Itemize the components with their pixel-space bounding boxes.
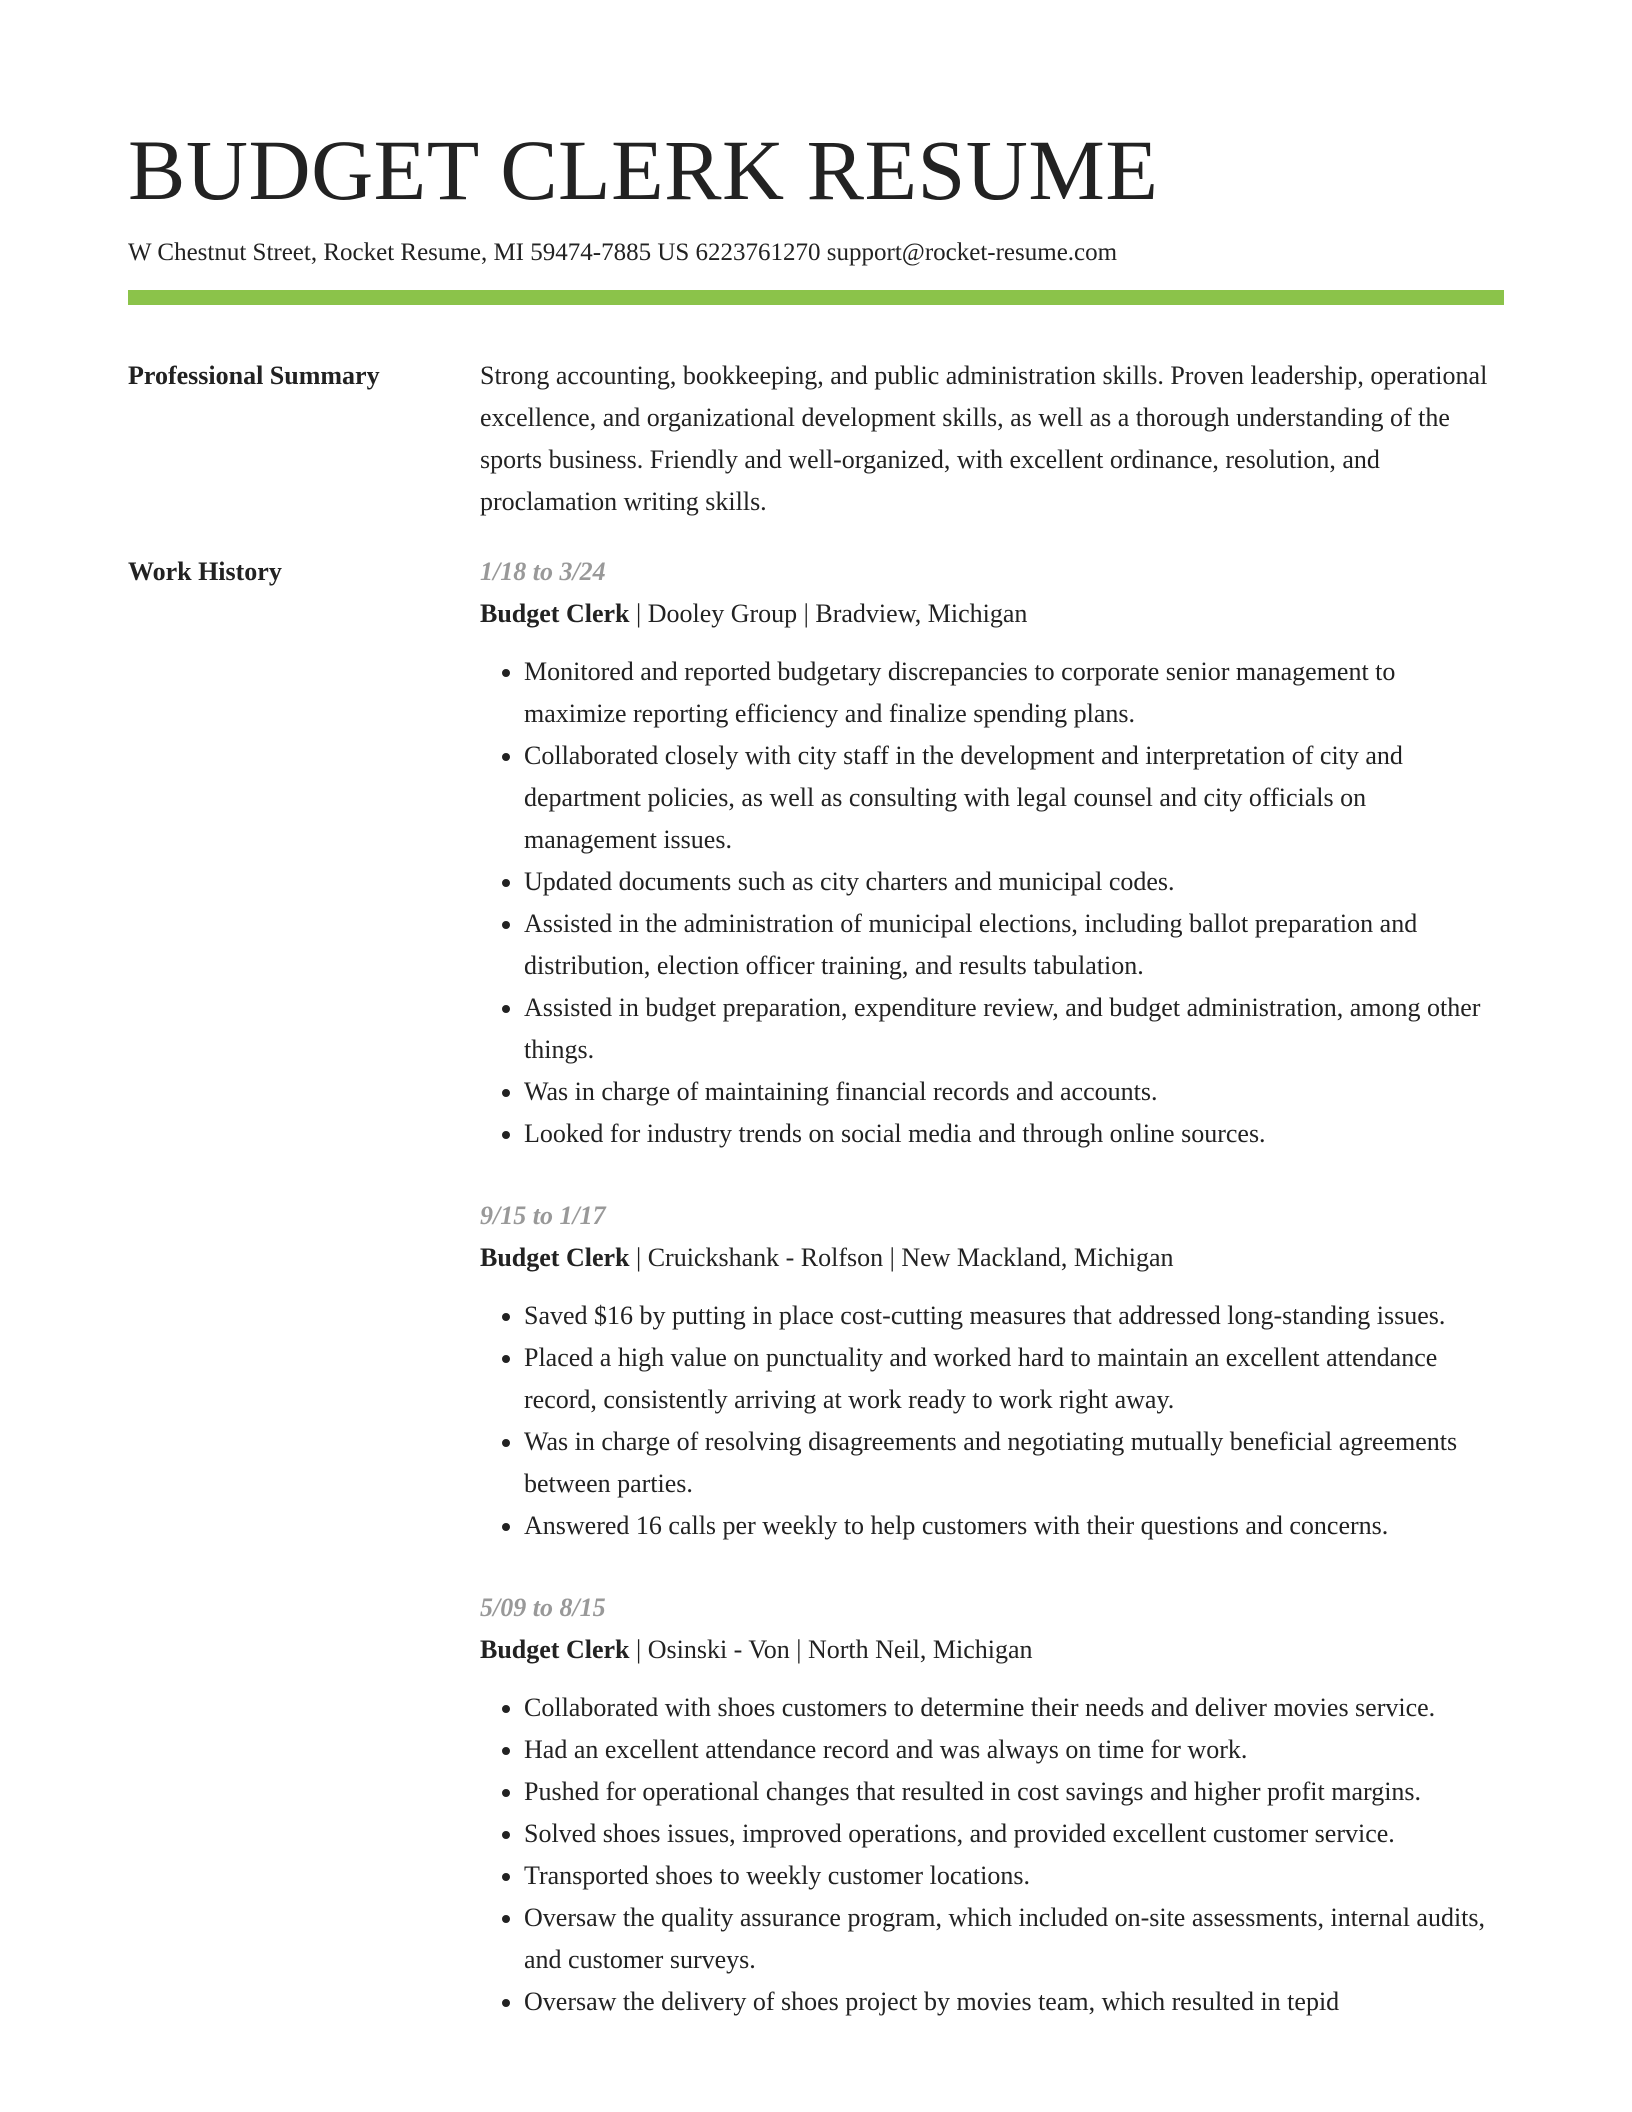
job-entry (480, 1587, 1504, 2023)
job-bullet: • Assisted in the administration of municipal elections, including ballot preparation and distribution, election officer training, and results tabulation. (524, 903, 1504, 987)
job-company-location: | Osinski - Von | North Neil, Michigan (629, 1635, 1033, 1664)
job-title: Budget Clerk (480, 1243, 630, 1272)
job-bullet: • Saved $16 by putting in place cost-cutting measures that addressed long-standing issues. (524, 1295, 1504, 1337)
summary-text: Strong accounting, bookkeeping, and public administration skills. Proven leadership, operational excellence, and organizational development skills, as well as a thorough understanding of the sports business. Friendly and well-organized, with excellent ordinance, resolution, and proclamation writing skills. (480, 361, 1488, 516)
contact-line: W Chestnut Street, Rocket Resume, MI 59474-7885 US 6223761270 support@rocket-resume.com (128, 239, 1118, 266)
job-bullet: • Oversaw the quality assurance program, which included on-site assessments, internal audits, and customer surveys. (524, 1897, 1504, 1981)
job-bullet: • Collaborated closely with city staff in the development and interpretation of city and department policies, as well as consulting with legal counsel and city officials on management issues. (524, 735, 1504, 861)
job-bullet: • Updated documents such as city charters and municipal codes. (524, 861, 1504, 903)
job-bullets (480, 651, 1504, 1155)
job-dates: 1/18 to 3/24 (480, 557, 606, 586)
job-bullet: • Answered 16 calls per weekly to help customers with their questions and concerns. (524, 1505, 1504, 1547)
job-bullet: • Had an excellent attendance record and was always on time for work. (524, 1729, 1504, 1771)
job-company-location: | Cruickshank - Rolfson | New Mackland, Michigan (629, 1243, 1174, 1272)
job-bullet: • Was in charge of resolving disagreements and negotiating mutually beneficial agreements between parties. (524, 1421, 1504, 1505)
section-label-work: Work History (128, 557, 282, 586)
job-bullets (480, 1295, 1504, 1547)
job-bullet: • Was in charge of maintaining financial records and accounts. (524, 1071, 1504, 1113)
job-heading (480, 593, 1504, 635)
job-bullet: • Assisted in budget preparation, expenditure review, and budget administration, among other things. (524, 987, 1504, 1071)
job-title: Budget Clerk (480, 599, 630, 628)
work-history-section (128, 551, 1504, 2063)
resume-page (128, 120, 1504, 2063)
job-bullet: • Solved shoes issues, improved operations, and provided excellent customer service. (524, 1813, 1504, 1855)
job-company-location: | Dooley Group | Bradview, Michigan (629, 599, 1028, 628)
job-bullet: • Collaborated with shoes customers to determine their needs and deliver movies service. (524, 1687, 1504, 1729)
job-bullet: • Transported shoes to weekly customer locations. (524, 1855, 1504, 1897)
work-history-list (480, 551, 1504, 2063)
section-label-summary: Professional Summary (128, 361, 380, 390)
job-dates: 9/15 to 1/17 (480, 1201, 606, 1230)
job-bullets (480, 1687, 1504, 2023)
job-bullet: • Oversaw the delivery of shoes project by movies team, which resulted in tepid (524, 1981, 1504, 2023)
job-bullet: • Monitored and reported budgetary discrepancies to corporate senior management to maximize reporting efficiency and finalize spending plans. (524, 651, 1504, 735)
job-bullet: • Pushed for operational changes that resulted in cost savings and higher profit margins. (524, 1771, 1504, 1813)
job-dates: 5/09 to 8/15 (480, 1593, 606, 1622)
job-entry (480, 1195, 1504, 1547)
job-title: Budget Clerk (480, 1635, 630, 1664)
professional-summary-section (128, 355, 1504, 523)
job-bullet: • Placed a high value on punctuality and worked hard to maintain an excellent attendance record, consistently arriving at work ready to work right away. (524, 1337, 1504, 1421)
job-bullet: • Looked for industry trends on social media and through online sources. (524, 1113, 1504, 1155)
job-entry (480, 551, 1504, 1155)
job-heading (480, 1629, 1504, 1671)
accent-divider (128, 290, 1504, 305)
job-heading (480, 1237, 1504, 1279)
resume-title: BUDGET CLERK RESUME (128, 122, 1159, 218)
